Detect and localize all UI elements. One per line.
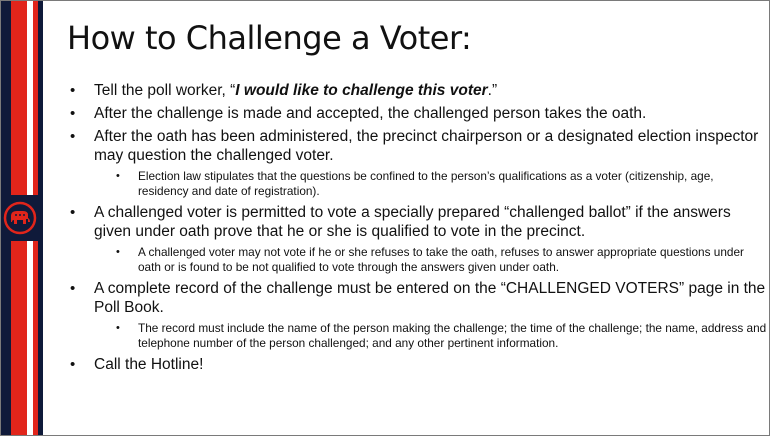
sub-bullet-text: A challenged voter may not vote if he or she refuses to take the oath, refuses to answer appropriate questions under oath or is found to be not qualified to vote through the answers given under oath. — [138, 245, 744, 274]
bullet-item — [67, 203, 767, 275]
sub-bullet-marker: • — [116, 322, 120, 334]
sub-bullet-list — [94, 245, 767, 275]
bullet-marker: • — [70, 105, 76, 122]
bullet-item — [67, 127, 767, 199]
bullet-marker: • — [70, 280, 76, 297]
bullet-quote: I would like to challenge this voter — [235, 82, 488, 99]
bullet-marker: • — [70, 204, 76, 221]
bullet-list — [67, 81, 767, 378]
sub-bullet-text: The record must include the name of the person making the challenge; the time of the challenge; the name, address and telephone number of the person challenged; and any other pertinent information. — [138, 321, 767, 350]
bullet-item — [67, 81, 767, 100]
slide-title: How to Challenge a Voter: — [67, 19, 472, 57]
bullet-item — [67, 279, 767, 351]
sub-bullet-marker: • — [116, 170, 120, 182]
bullet-item — [67, 104, 767, 123]
bullet-text: After the oath has been administered, the precinct chairperson or a designated election inspector may question the challenged voter. — [94, 128, 759, 164]
sub-bullet-marker: • — [116, 246, 120, 258]
bullet-text-prefix: Tell the poll worker, “ — [94, 82, 236, 99]
sub-bullet-item — [94, 245, 767, 275]
bullet-marker: • — [70, 356, 76, 373]
elephant-icon — [3, 201, 37, 235]
bullet-text-suffix: .” — [487, 82, 498, 99]
bullet-marker: • — [70, 82, 76, 99]
sub-bullet-list — [94, 169, 767, 199]
bullet-item — [67, 355, 767, 374]
bullet-text: A challenged voter is permitted to vote a specially prepared “challenged ballot” if the answers given under oath prove that he or she is qualified to vote in the precinct. — [94, 204, 731, 240]
bullet-marker: • — [70, 128, 76, 145]
elephant-badge — [1, 195, 39, 241]
bullet-text: Call the Hotline! — [94, 356, 204, 373]
slide-content — [43, 1, 768, 434]
sub-bullet-text: Election law stipulates that the questions be confined to the person’s qualifications as a voter (citizenship, age, residency and date of registration). — [138, 169, 714, 198]
sub-bullet-item — [94, 321, 767, 351]
bullet-text: A complete record of the challenge must be entered on the “CHALLENGED VOTERS” page in the Poll Book. — [94, 280, 766, 316]
bullet-text: After the challenge is made and accepted, the challenged person takes the oath. — [94, 105, 647, 122]
sub-bullet-item — [94, 169, 767, 199]
sub-bullet-list — [94, 321, 767, 351]
sidebar-decoration — [1, 1, 43, 435]
